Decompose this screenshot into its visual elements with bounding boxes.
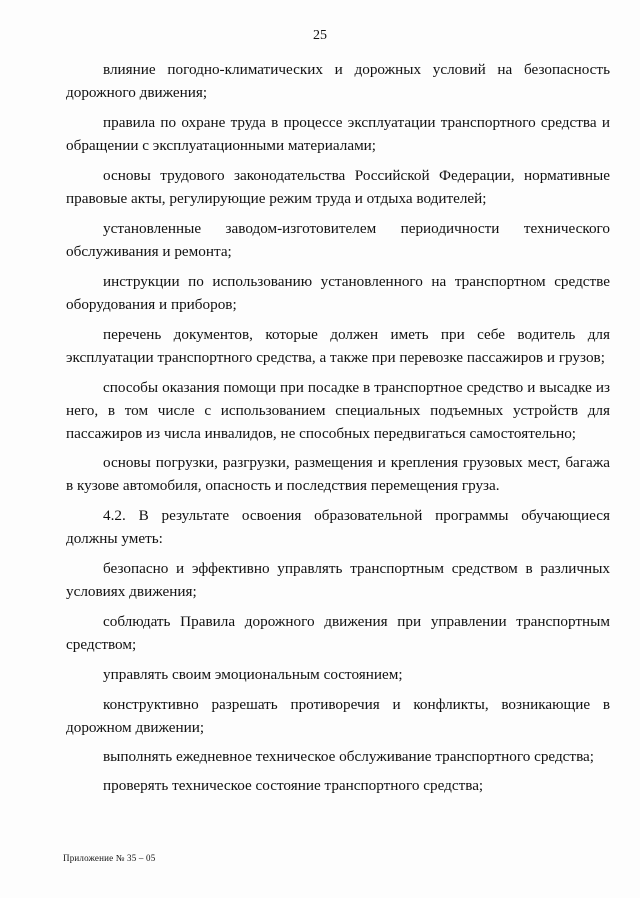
paragraph: правила по охране труда в процессе эксплуатации транспортного средства и обращении с эксплуатационными материалами; [66, 114, 610, 154]
paragraph: перечень документов, которые должен иметь при себе водитель для эксплуатации транспортного средства, а также при перевозке пассажиров и грузов; [66, 326, 610, 366]
paragraph: соблюдать Правила дорожного движения при управлении транспортным средством; [66, 613, 610, 653]
page-footer: Приложение № 35 – 05 [63, 853, 156, 863]
paragraph: инструкции по использованию установленного на транспортном средстве оборудования и приборов; [66, 273, 610, 313]
paragraph: проверять техническое состояние транспортного средства; [103, 777, 484, 794]
paragraph: способы оказания помощи при посадке в транспортное средство и высадке из него, в том числе с использованием специальных подъемных устройств для пассажиров из числа инвалидов, не способных передвигаться самостоятельно; [66, 379, 610, 442]
paragraph: установленные заводом-изготовителем периодичности технического обслуживания и ремонта; [66, 220, 610, 260]
paragraph: управлять своим эмоциональным состоянием; [103, 666, 403, 683]
paragraph: основы трудового законодательства Российской Федерации, нормативные правовые акты, регулирующие режим труда и отдыха водителей; [66, 167, 610, 207]
paragraph: выполнять ежедневное техническое обслуживание транспортного средства; [103, 748, 594, 765]
paragraph: безопасно и эффективно управлять транспортным средством в различных условиях движения; [66, 560, 610, 600]
page-number: 25 [313, 28, 327, 43]
document-body [66, 58, 610, 804]
paragraph: влияние погодно-климатических и дорожных условий на безопасность дорожного движения; [66, 61, 610, 101]
section-heading-paragraph: 4.2. В результате освоения образовательной программы обучающиеся должны уметь: [66, 507, 610, 547]
paragraph: основы погрузки, разгрузки, размещения и крепления грузовых мест, багажа в кузове автомобиля, опасность и последствия перемещения груза. [66, 454, 610, 494]
paragraph: конструктивно разрешать противоречия и конфликты, возникающие в дорожном движении; [66, 696, 610, 736]
